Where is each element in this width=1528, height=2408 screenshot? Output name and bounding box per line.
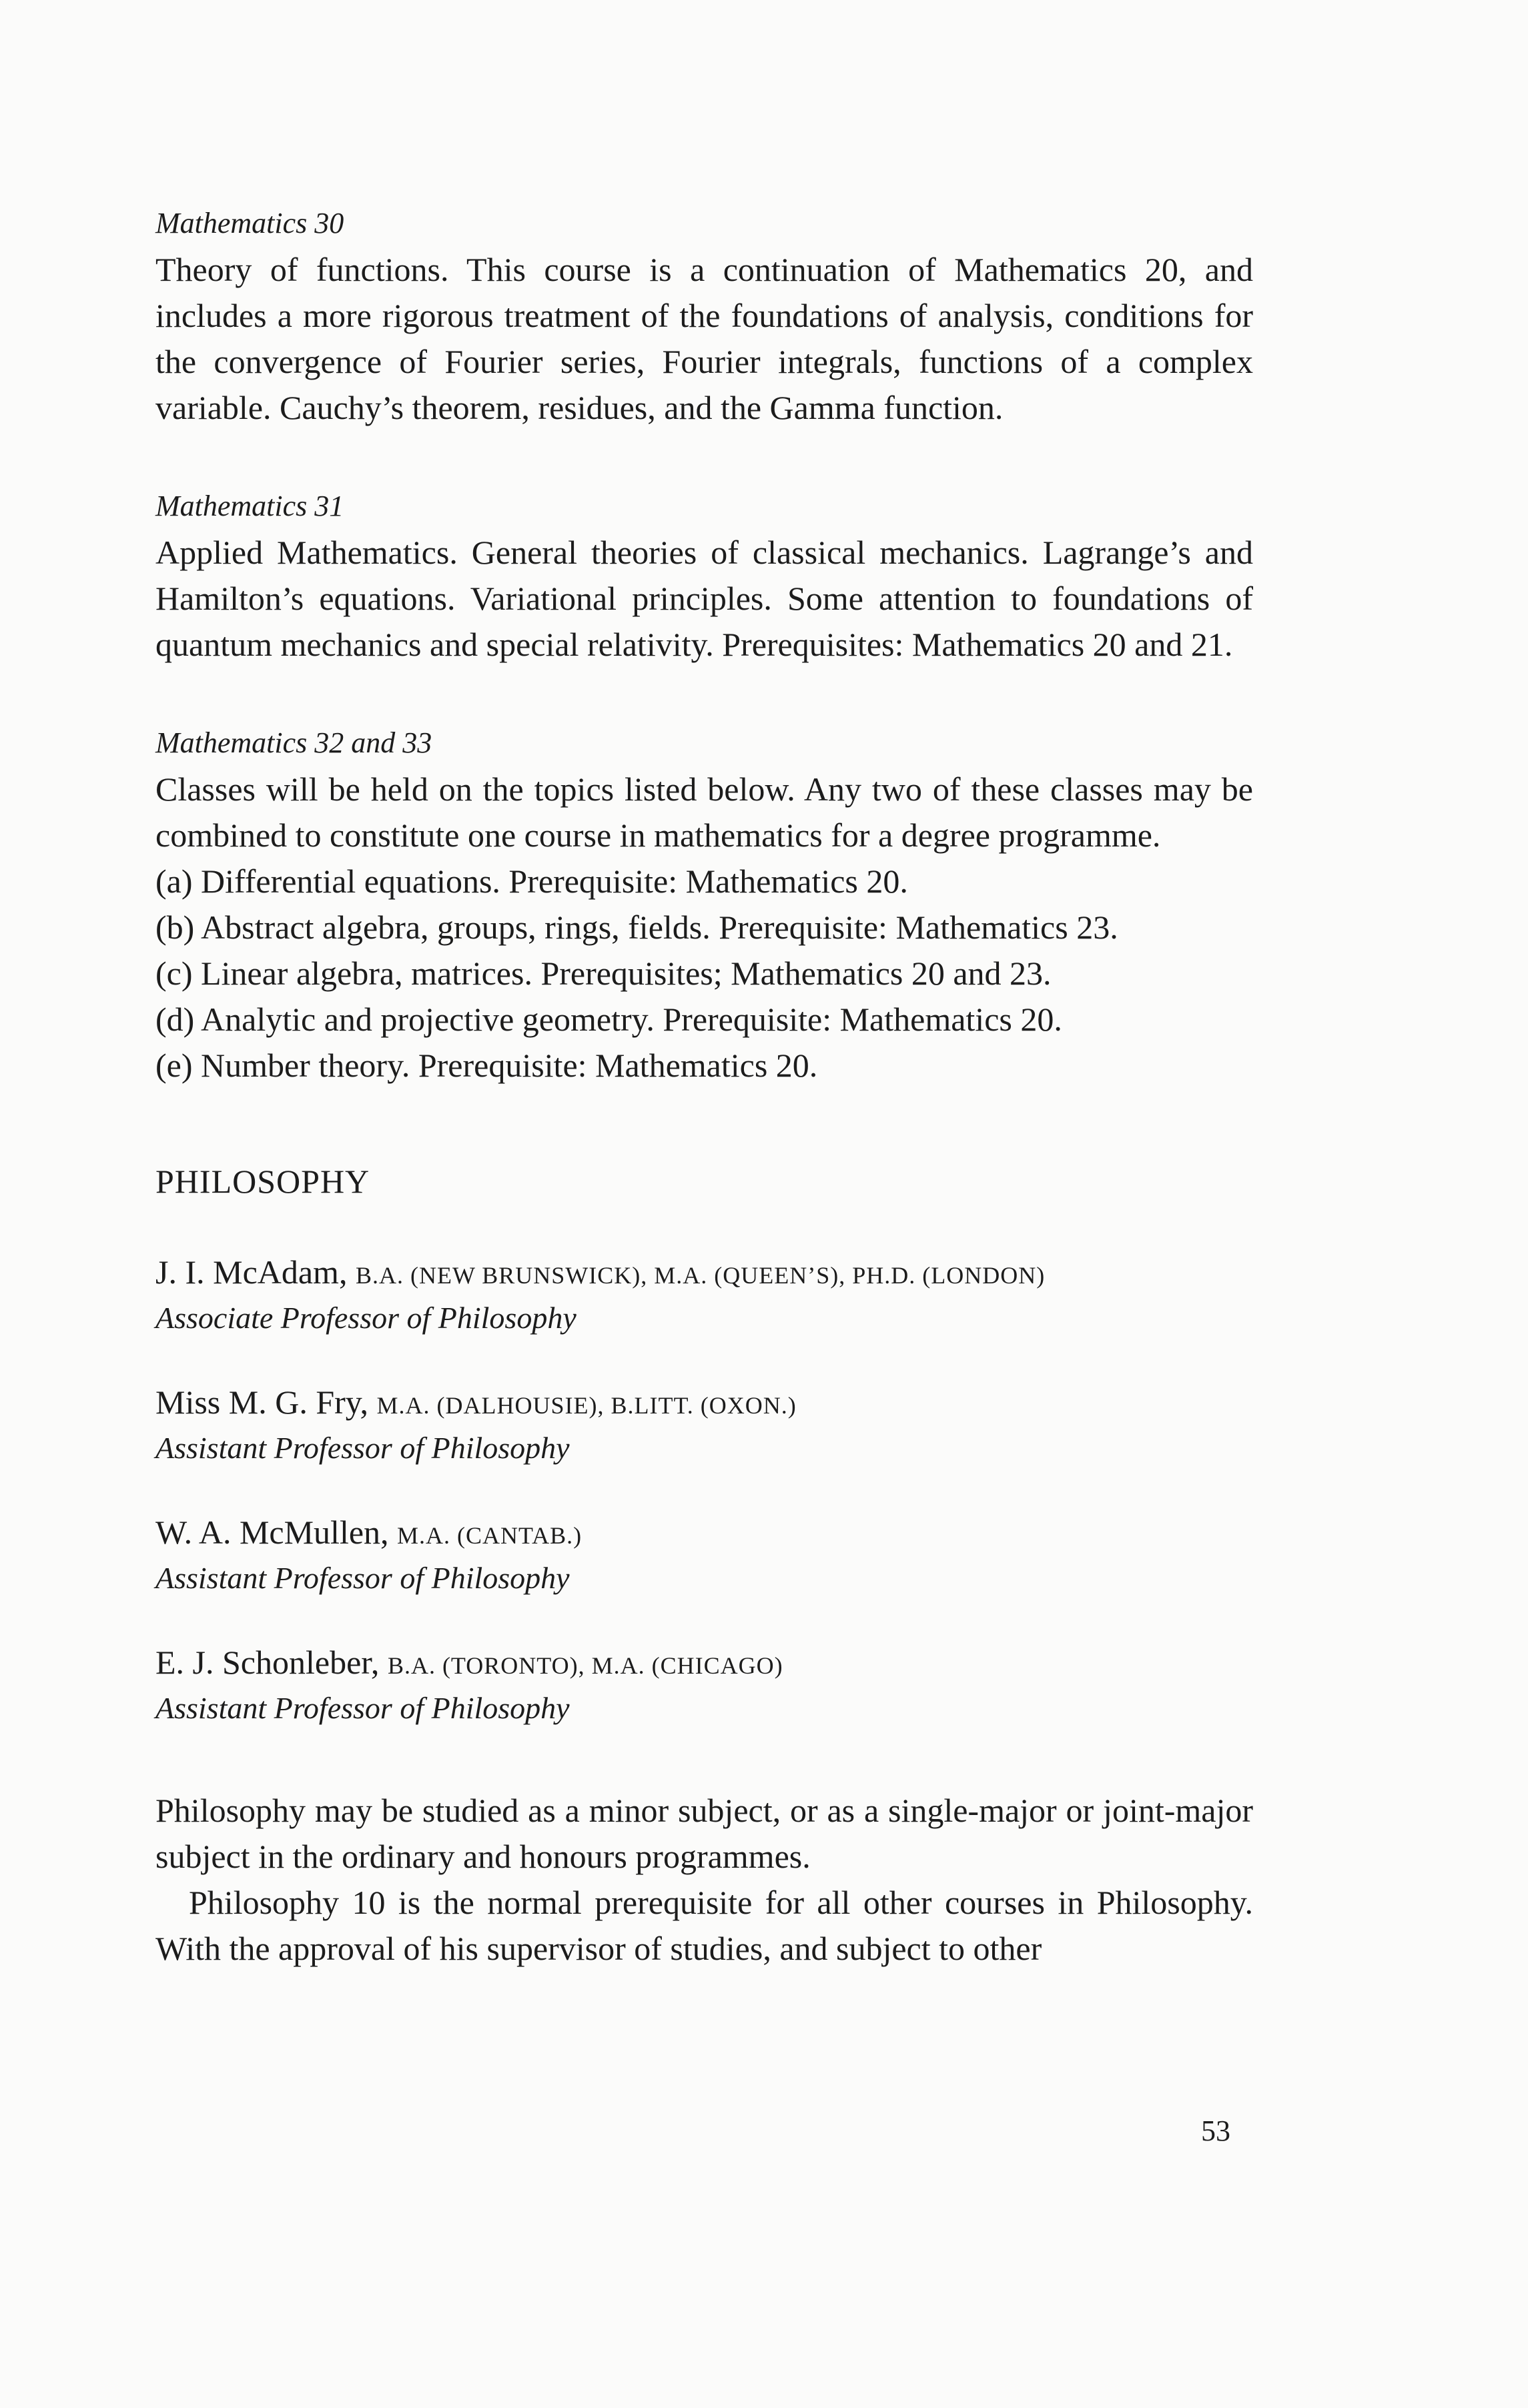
faculty-name-line	[155, 1380, 1253, 1427]
faculty-name: Miss M. G. Fry,	[155, 1383, 377, 1421]
topic-item: (a) Differential equations. Prerequisite: Mathematics 20.	[155, 862, 908, 900]
faculty-rank: Assistant Professor of Philosophy	[155, 1561, 570, 1595]
topic-item: (c) Linear algebra, matrices. Prerequisites; Mathematics 20 and 23.	[155, 955, 1052, 992]
faculty-entry	[155, 1640, 1253, 1729]
faculty-name: W. A. McMullen,	[155, 1514, 398, 1551]
course-description: Theory of functions. This course is a continuation of Mathematics 20, and includes a more rigorous treatment of the foundations of analysis, conditions for the convergence of Fourier series, Fourier integrals, functions of a complex variable. Cauchy’s theorem, residues, and the Gamma function.	[155, 251, 1253, 426]
faculty-degrees: M.A. (DALHOUSIE), B.LITT. (OXON.)	[376, 1392, 797, 1419]
faculty-name: J. I. McAdam,	[155, 1253, 356, 1291]
faculty-entry	[155, 1510, 1253, 1599]
faculty-name-line	[155, 1640, 1253, 1688]
faculty-degrees: B.A. (TORONTO), M.A. (CHICAGO)	[387, 1652, 783, 1679]
course-description: Applied Mathematics. General theories of classical mechanics. Lagrange’s and Hamilton’s equations. Variational principles. Some attention to foundations of quantum mechanics and special relativity. Prerequisites: Mathematics 20 and 21.	[155, 534, 1253, 663]
section-heading: PHILOSOPHY	[155, 1163, 370, 1200]
faculty-degrees: B.A. (NEW BRUNSWICK), M.A. (QUEEN’S), PH.D. (LONDON)	[355, 1262, 1046, 1289]
faculty-rank: Associate Professor of Philosophy	[155, 1301, 577, 1335]
topic-list	[155, 858, 1253, 1089]
page-number: 53	[1201, 2115, 1230, 2147]
faculty-name-line	[155, 1250, 1253, 1297]
topic-item: (b) Abstract algebra, groups, rings, fields. Prerequisite: Mathematics 23.	[155, 909, 1118, 946]
course-mathematics-32-33	[155, 720, 1253, 1089]
faculty-name: E. J. Schonleber,	[155, 1644, 388, 1681]
faculty-name-line	[155, 1510, 1253, 1558]
intro-paragraph: Philosophy may be studied as a minor subject, or as a single-major or joint-major subject in the ordinary and honours programmes.	[155, 1792, 1253, 1875]
faculty-degrees: M.A. (CANTAB.)	[397, 1522, 583, 1549]
section-introduction	[155, 1788, 1253, 1972]
faculty-entry	[155, 1380, 1253, 1469]
intro-paragraph: Philosophy 10 is the normal prerequisite for all other courses in Philosophy. With the approval of his supervisor of studies, and subject to other	[155, 1884, 1253, 1967]
course-mathematics-30	[155, 200, 1253, 431]
faculty-rank: Assistant Professor of Philosophy	[155, 1431, 570, 1465]
course-description: Classes will be held on the topics listed below. Any two of these classes may be combined to constitute one course in mathematics for a degree programme.	[155, 770, 1253, 854]
course-title: Mathematics 30	[155, 207, 344, 239]
topic-item: (d) Analytic and projective geometry. Prerequisite: Mathematics 20.	[155, 1001, 1062, 1038]
topic-item: (e) Number theory. Prerequisite: Mathematics 20.	[155, 1047, 818, 1084]
course-title: Mathematics 31	[155, 490, 344, 522]
course-mathematics-31	[155, 483, 1253, 668]
page-content	[155, 200, 1253, 1972]
faculty-rank: Assistant Professor of Philosophy	[155, 1691, 570, 1725]
course-title: Mathematics 32 and 33	[155, 726, 432, 759]
faculty-entry	[155, 1250, 1253, 1339]
